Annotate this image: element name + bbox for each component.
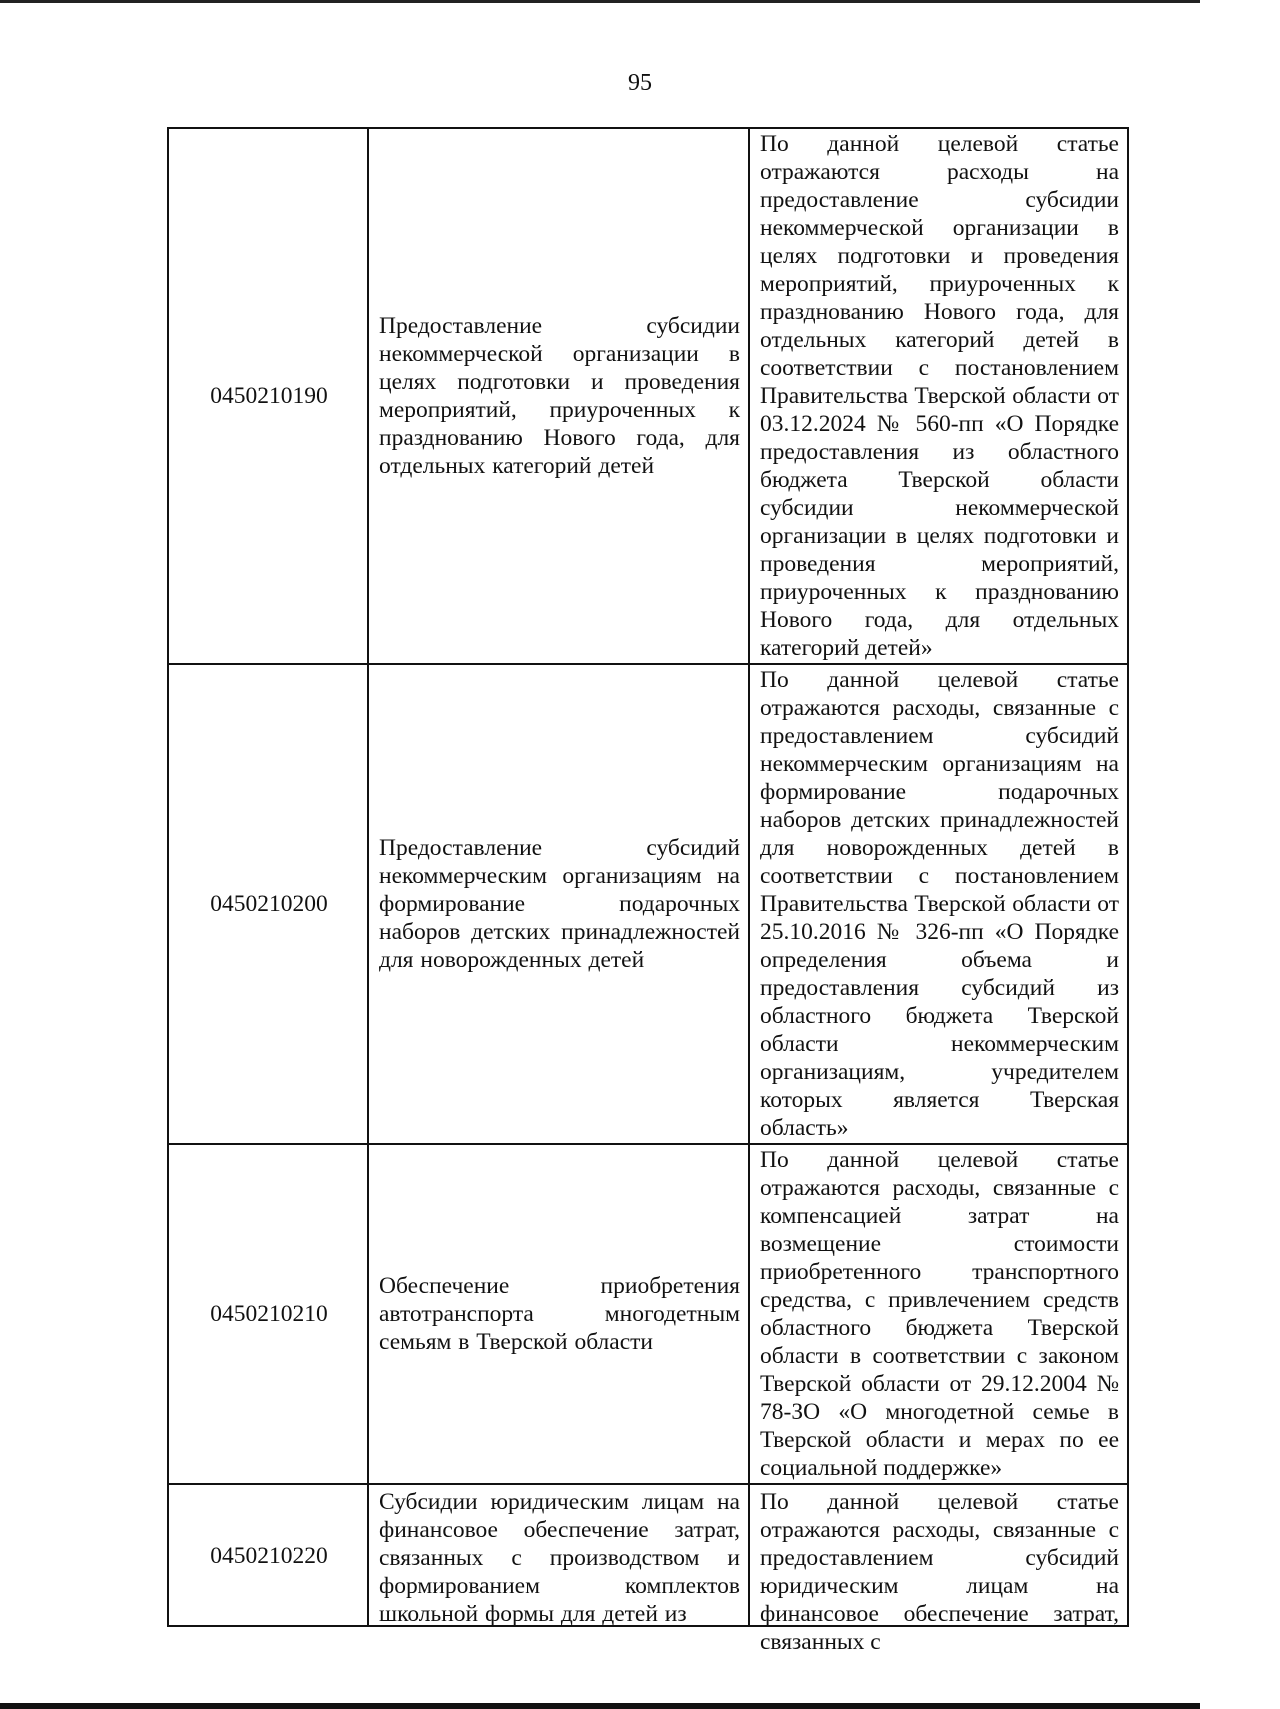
target-article-name-cell (368, 1484, 749, 1626)
target-article-name: Предоставление субсидии некоммерческой организации в целях подготовки и проведения мероприятий, приуроченных к празднованию Нового года, для отдельных категорий детей (368, 128, 749, 664)
target-article-description: По данной целевой статье отражаются расходы, связанные с предоставлением субсидий некоммерческим организациям на формирование подарочных наборов детских принадлежностей для новорожденных детей в соответствии с постановлением Правительства Тверской области от 25.10.2016 № 326-пп «О Порядке определения объема и предоставления субсидий из областного бюджета Тверской области некоммерческим организациям, учредителем которых является Тверская область» (749, 664, 1128, 1144)
target-article-description: По данной целевой статье отражаются расходы, связанные с компенсацией затрат на возмещение стоимости приобретенного транспортного средства, с привлечением средств областного бюджета Тверской области в соответствии с законом Тверской области от 29.12.2004 № 78-ЗО «О многодетной семье в Тверской области и мерах по ее социальной поддержке» (749, 1144, 1128, 1484)
target-article-description: По данной целевой статье отражаются расходы, связанные с предоставлением субсидий юридическим лицам на финансовое обеспечение затрат, связанных с (760, 1489, 1119, 1655)
scan-edge-bottom (0, 1703, 1200, 1709)
table-row (168, 1484, 1128, 1626)
table-row (168, 1144, 1128, 1484)
target-article-name: Субсидии юридическим лицам на финансовое обеспечение затрат, связанных с производством и формированием комплектов школьной формы для детей из (379, 1489, 740, 1627)
target-article-code: 0450210220 (168, 1484, 368, 1626)
target-article-description: По данной целевой статье отражаются расходы на предоставление субсидии некоммерческой организации в целях подготовки и проведения мероприятий, приуроченных к празднованию Нового года, для отдельных категорий детей в соответствии с постановлением Правительства Тверской области от 03.12.2024 № 560-пп «О Порядке предоставления из областного бюджета Тверской области субсидии некоммерческой организации в целях подготовки и проведения мероприятий, приуроченных к празднованию Нового года, для отдельных категорий детей» (749, 128, 1128, 664)
target-article-code: 0450210190 (168, 128, 368, 664)
target-article-name: Предоставление субсидий некоммерческим организациям на формирование подарочных наборов детских принадлежностей для новорожденных детей (368, 664, 749, 1144)
scan-edge-top (0, 0, 1200, 3)
page-number: 95 (628, 70, 652, 96)
target-article-code: 0450210210 (168, 1144, 368, 1484)
target-article-name: Обеспечение приобретения автотранспорта многодетным семьям в Тверской области (368, 1144, 749, 1484)
table-row (168, 664, 1128, 1144)
target-article-description-cell (749, 1484, 1128, 1655)
table-row (168, 128, 1128, 664)
budget-classification-table (167, 127, 1129, 1655)
target-article-code: 0450210200 (168, 664, 368, 1144)
